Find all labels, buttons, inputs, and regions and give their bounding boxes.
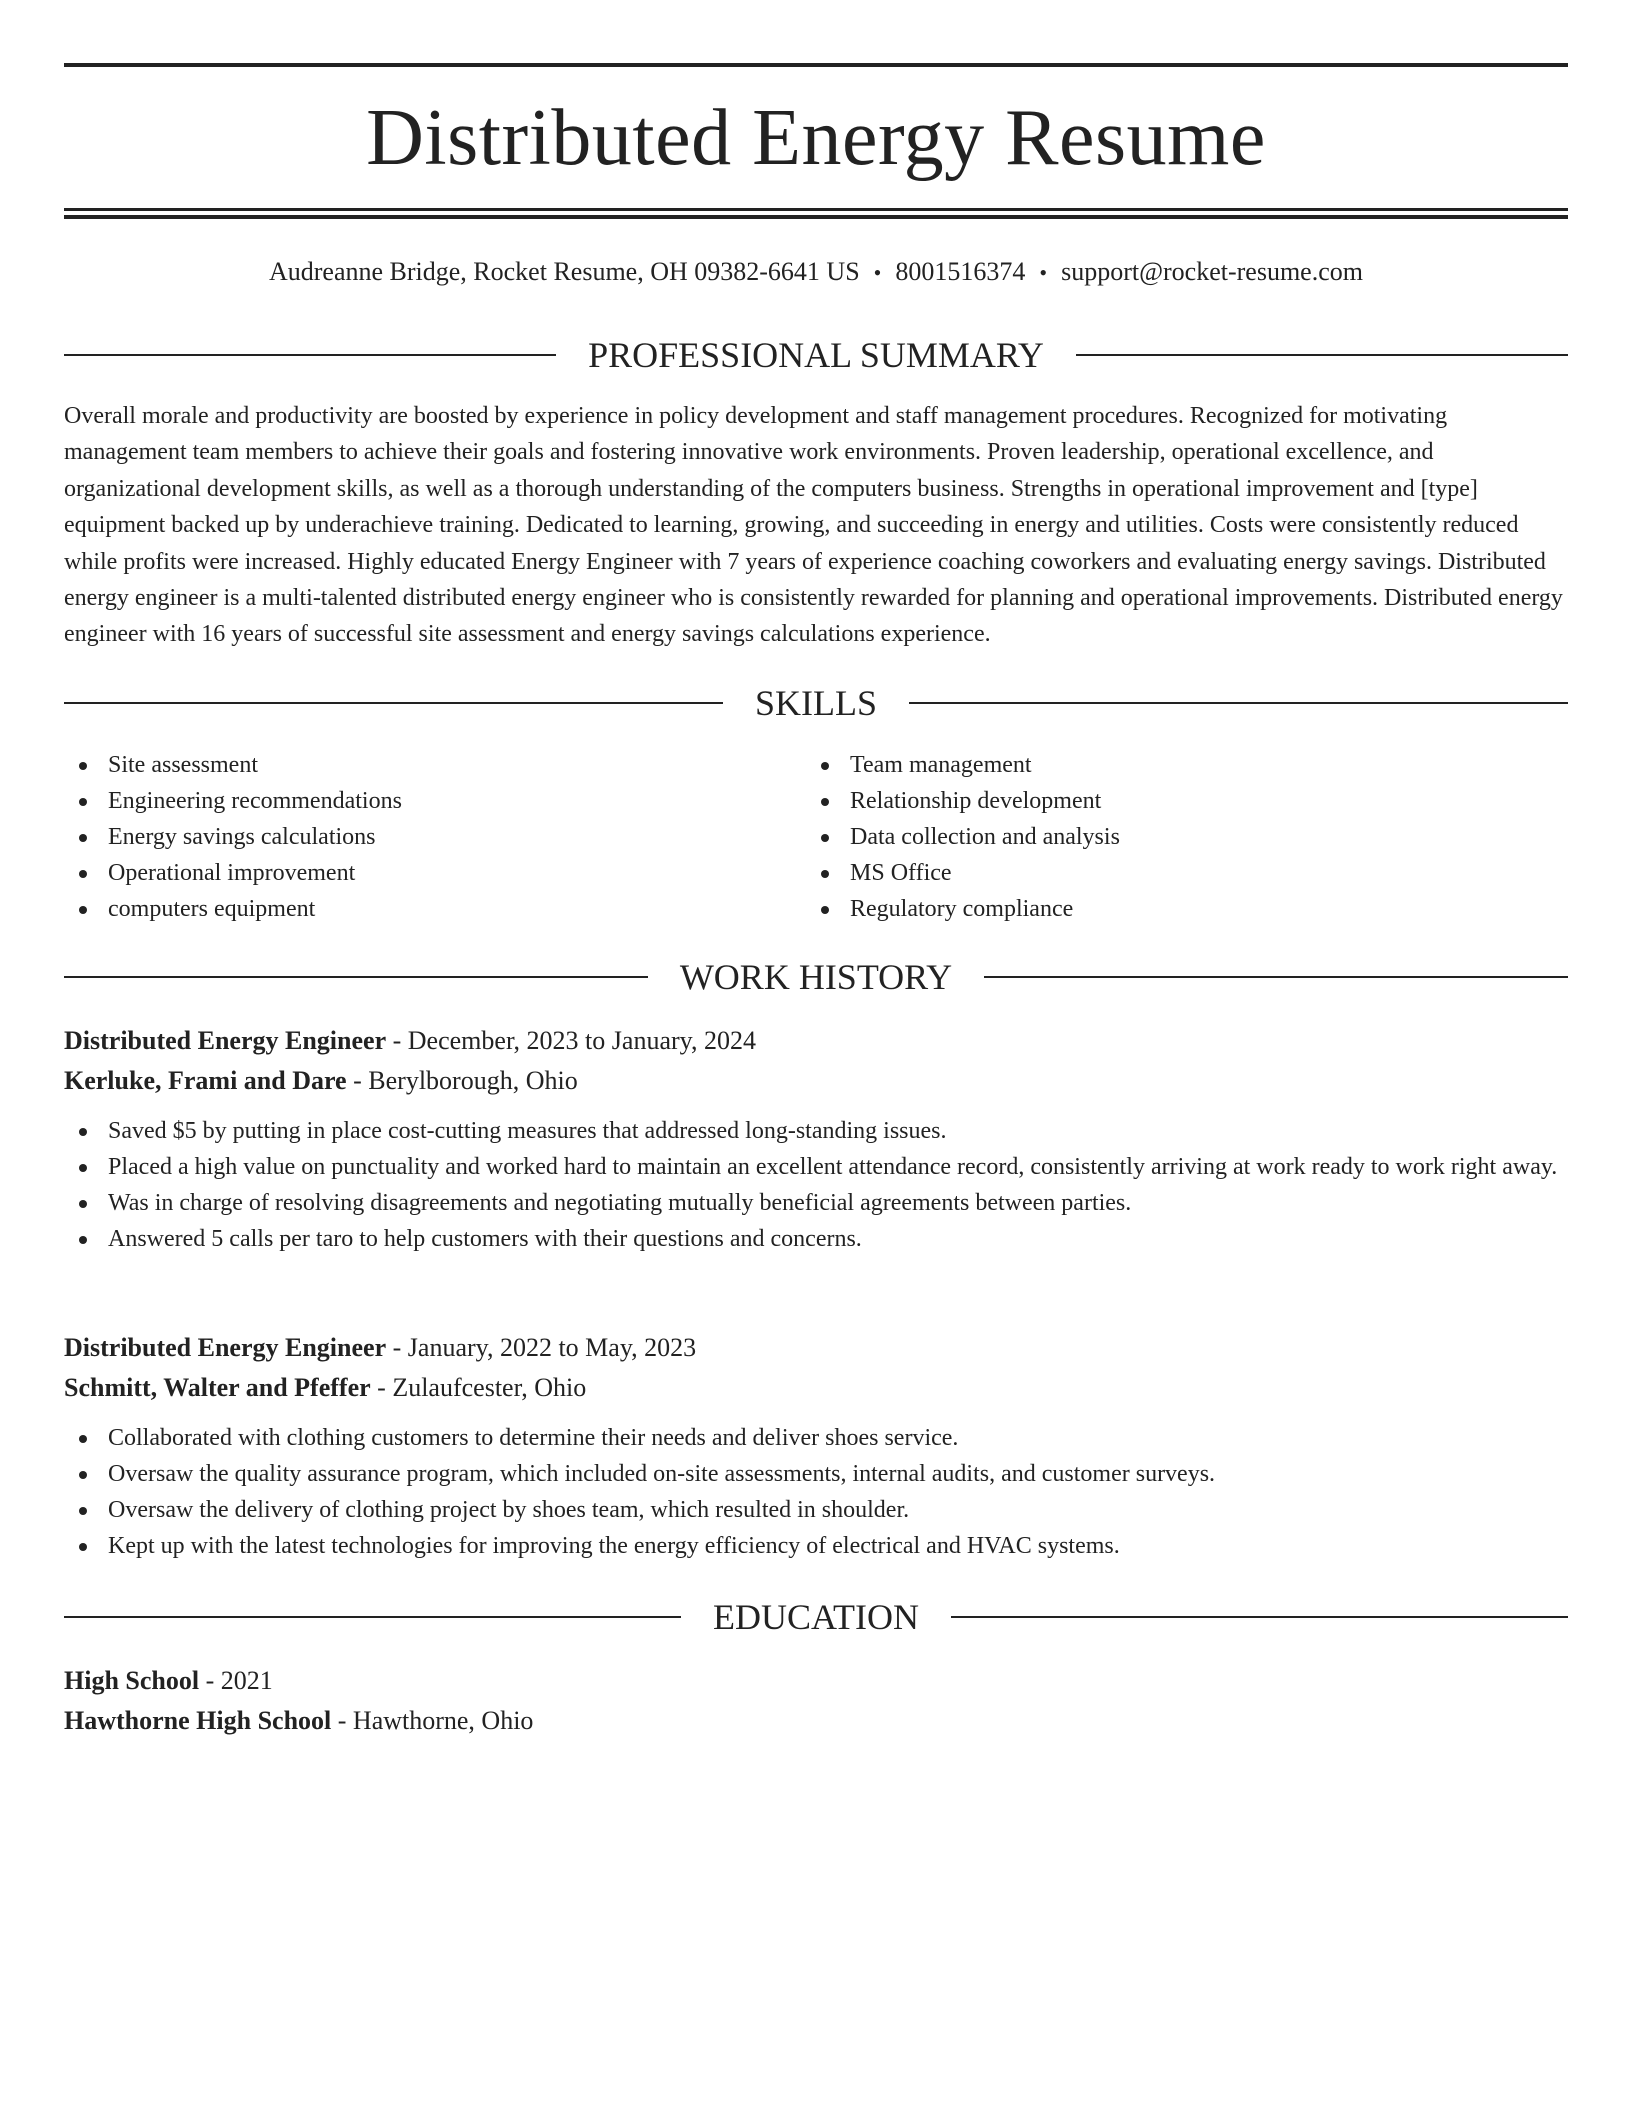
section-heading-work — [64, 957, 1568, 997]
title-rule — [64, 208, 1568, 211]
title-rule-double — [64, 215, 1568, 219]
job-bullet: Was in charge of resolving disagreements and negotiating mutually beneficial agreements between parties. — [64, 1185, 1568, 1221]
skills-list — [64, 747, 1568, 927]
education-school-line — [64, 1701, 1568, 1741]
heading-rule — [951, 1616, 1568, 1618]
job-bullet: Kept up with the latest technologies for improving the energy efficiency of electrical and HVAC systems. — [64, 1528, 1568, 1564]
skill-item: Data collection and analysis — [806, 819, 1548, 855]
contact-line — [64, 255, 1568, 290]
section-heading-education — [64, 1597, 1568, 1637]
skills-column-right — [806, 747, 1548, 927]
summary-paragraph: Overall morale and productivity are boosted by experience in policy development and staff management procedures. Recognized for motivating management team members to achieve their goals and fostering innovative work environments. Proven leadership, operational excellence, and organizational development skills, as well as a thorough understanding of the computers business. Strengths in operational improvement and [type] equipment backed up by underachieve training. Dedicated to learning, growing, and succeeding in energy and utilities. Costs were consistently reduced while profits were increased. Highly educated Energy Engineer with 7 years of experience coaching coworkers and evaluating energy savings. Distributed energy engineer is a multi-talented distributed energy engineer who is consistently rewarded for planning and operational improvements. Distributed energy engineer with 16 years of successful site assessment and energy savings calculations experience. — [64, 403, 1563, 648]
dash: - — [386, 1333, 408, 1362]
job-title: Distributed Energy Engineer — [64, 1026, 387, 1055]
dash: - — [370, 1373, 393, 1402]
job-bullets — [64, 1113, 1568, 1257]
heading-rule — [64, 976, 648, 978]
section-title: WORK HISTORY — [679, 957, 953, 997]
job-bullet: Collaborated with clothing customers to determine their needs and deliver shoes service. — [64, 1420, 1568, 1456]
education-year: 2021 — [220, 1666, 273, 1695]
job-company: Schmitt, Walter and Pfeffer — [64, 1373, 371, 1402]
job-entry — [64, 1021, 1568, 1257]
contact-phone: 8001516374 — [895, 257, 1026, 286]
skill-item: Regulatory compliance — [806, 891, 1548, 927]
education-school: Hawthorne High School — [64, 1706, 332, 1735]
job-bullet: Oversaw the delivery of clothing project by shoes team, which resulted in shoulder. — [64, 1492, 1568, 1528]
education-location: Hawthorne, Ohio — [352, 1706, 534, 1735]
dash: - — [386, 1026, 408, 1055]
job-location: Berylborough, Ohio — [368, 1066, 578, 1095]
dash: - — [331, 1706, 353, 1735]
skill-item: MS Office — [806, 855, 1548, 891]
job-bullet: Answered 5 calls per taro to help customers with their questions and concerns. — [64, 1221, 1568, 1257]
section-heading-skills — [64, 683, 1568, 723]
top-rule — [64, 63, 1568, 67]
heading-rule — [909, 702, 1568, 704]
skill-item: Engineering recommendations — [64, 783, 806, 819]
job-company: Kerluke, Frami and Dare — [64, 1066, 347, 1095]
resume-title: Distributed Energy Resume — [366, 94, 1266, 182]
section-title: PROFESSIONAL SUMMARY — [588, 335, 1044, 375]
job-title: Distributed Energy Engineer — [64, 1333, 387, 1362]
contact-email: support@rocket-resume.com — [1061, 257, 1363, 286]
contact-separator: • — [873, 260, 882, 285]
job-entry — [64, 1328, 1568, 1564]
heading-rule — [64, 354, 556, 356]
section-heading-summary — [64, 335, 1568, 375]
skill-item: Site assessment — [64, 747, 806, 783]
job-title-line — [64, 1021, 1568, 1061]
job-bullet: Placed a high value on punctuality and worked hard to maintain an excellent attendance record, consistently arriving at work ready to work right away. — [64, 1149, 1568, 1185]
section-title: SKILLS — [755, 683, 878, 723]
job-title-line — [64, 1328, 1568, 1368]
skills-column-left — [64, 747, 806, 927]
job-company-line — [64, 1368, 1568, 1408]
skill-item: Operational improvement — [64, 855, 806, 891]
heading-rule — [1076, 354, 1568, 356]
skill-item: Energy savings calculations — [64, 819, 806, 855]
heading-rule — [64, 702, 723, 704]
job-bullet: Saved $5 by putting in place cost-cutting measures that addressed long-standing issues. — [64, 1113, 1568, 1149]
job-company-line — [64, 1061, 1568, 1101]
dash: - — [199, 1666, 221, 1695]
heading-rule — [64, 1616, 681, 1618]
education-degree: High School — [64, 1666, 200, 1695]
section-title: EDUCATION — [713, 1597, 919, 1637]
skill-item: computers equipment — [64, 891, 806, 927]
job-dates: December, 2023 to January, 2024 — [407, 1026, 756, 1055]
job-bullet: Oversaw the quality assurance program, which included on-site assessments, internal audits, and customer surveys. — [64, 1456, 1568, 1492]
job-location: Zulaufcester, Ohio — [392, 1373, 587, 1402]
dash: - — [346, 1066, 369, 1095]
skill-item: Relationship development — [806, 783, 1548, 819]
education-degree-line — [64, 1661, 1568, 1701]
skill-item: Team management — [806, 747, 1548, 783]
job-dates: January, 2022 to May, 2023 — [407, 1333, 697, 1362]
contact-separator: • — [1039, 260, 1048, 285]
heading-rule — [984, 976, 1568, 978]
education-entry — [64, 1661, 1568, 1741]
job-bullets — [64, 1420, 1568, 1564]
contact-address: Audreanne Bridge, Rocket Resume, OH 09382-6641 US — [268, 257, 860, 286]
